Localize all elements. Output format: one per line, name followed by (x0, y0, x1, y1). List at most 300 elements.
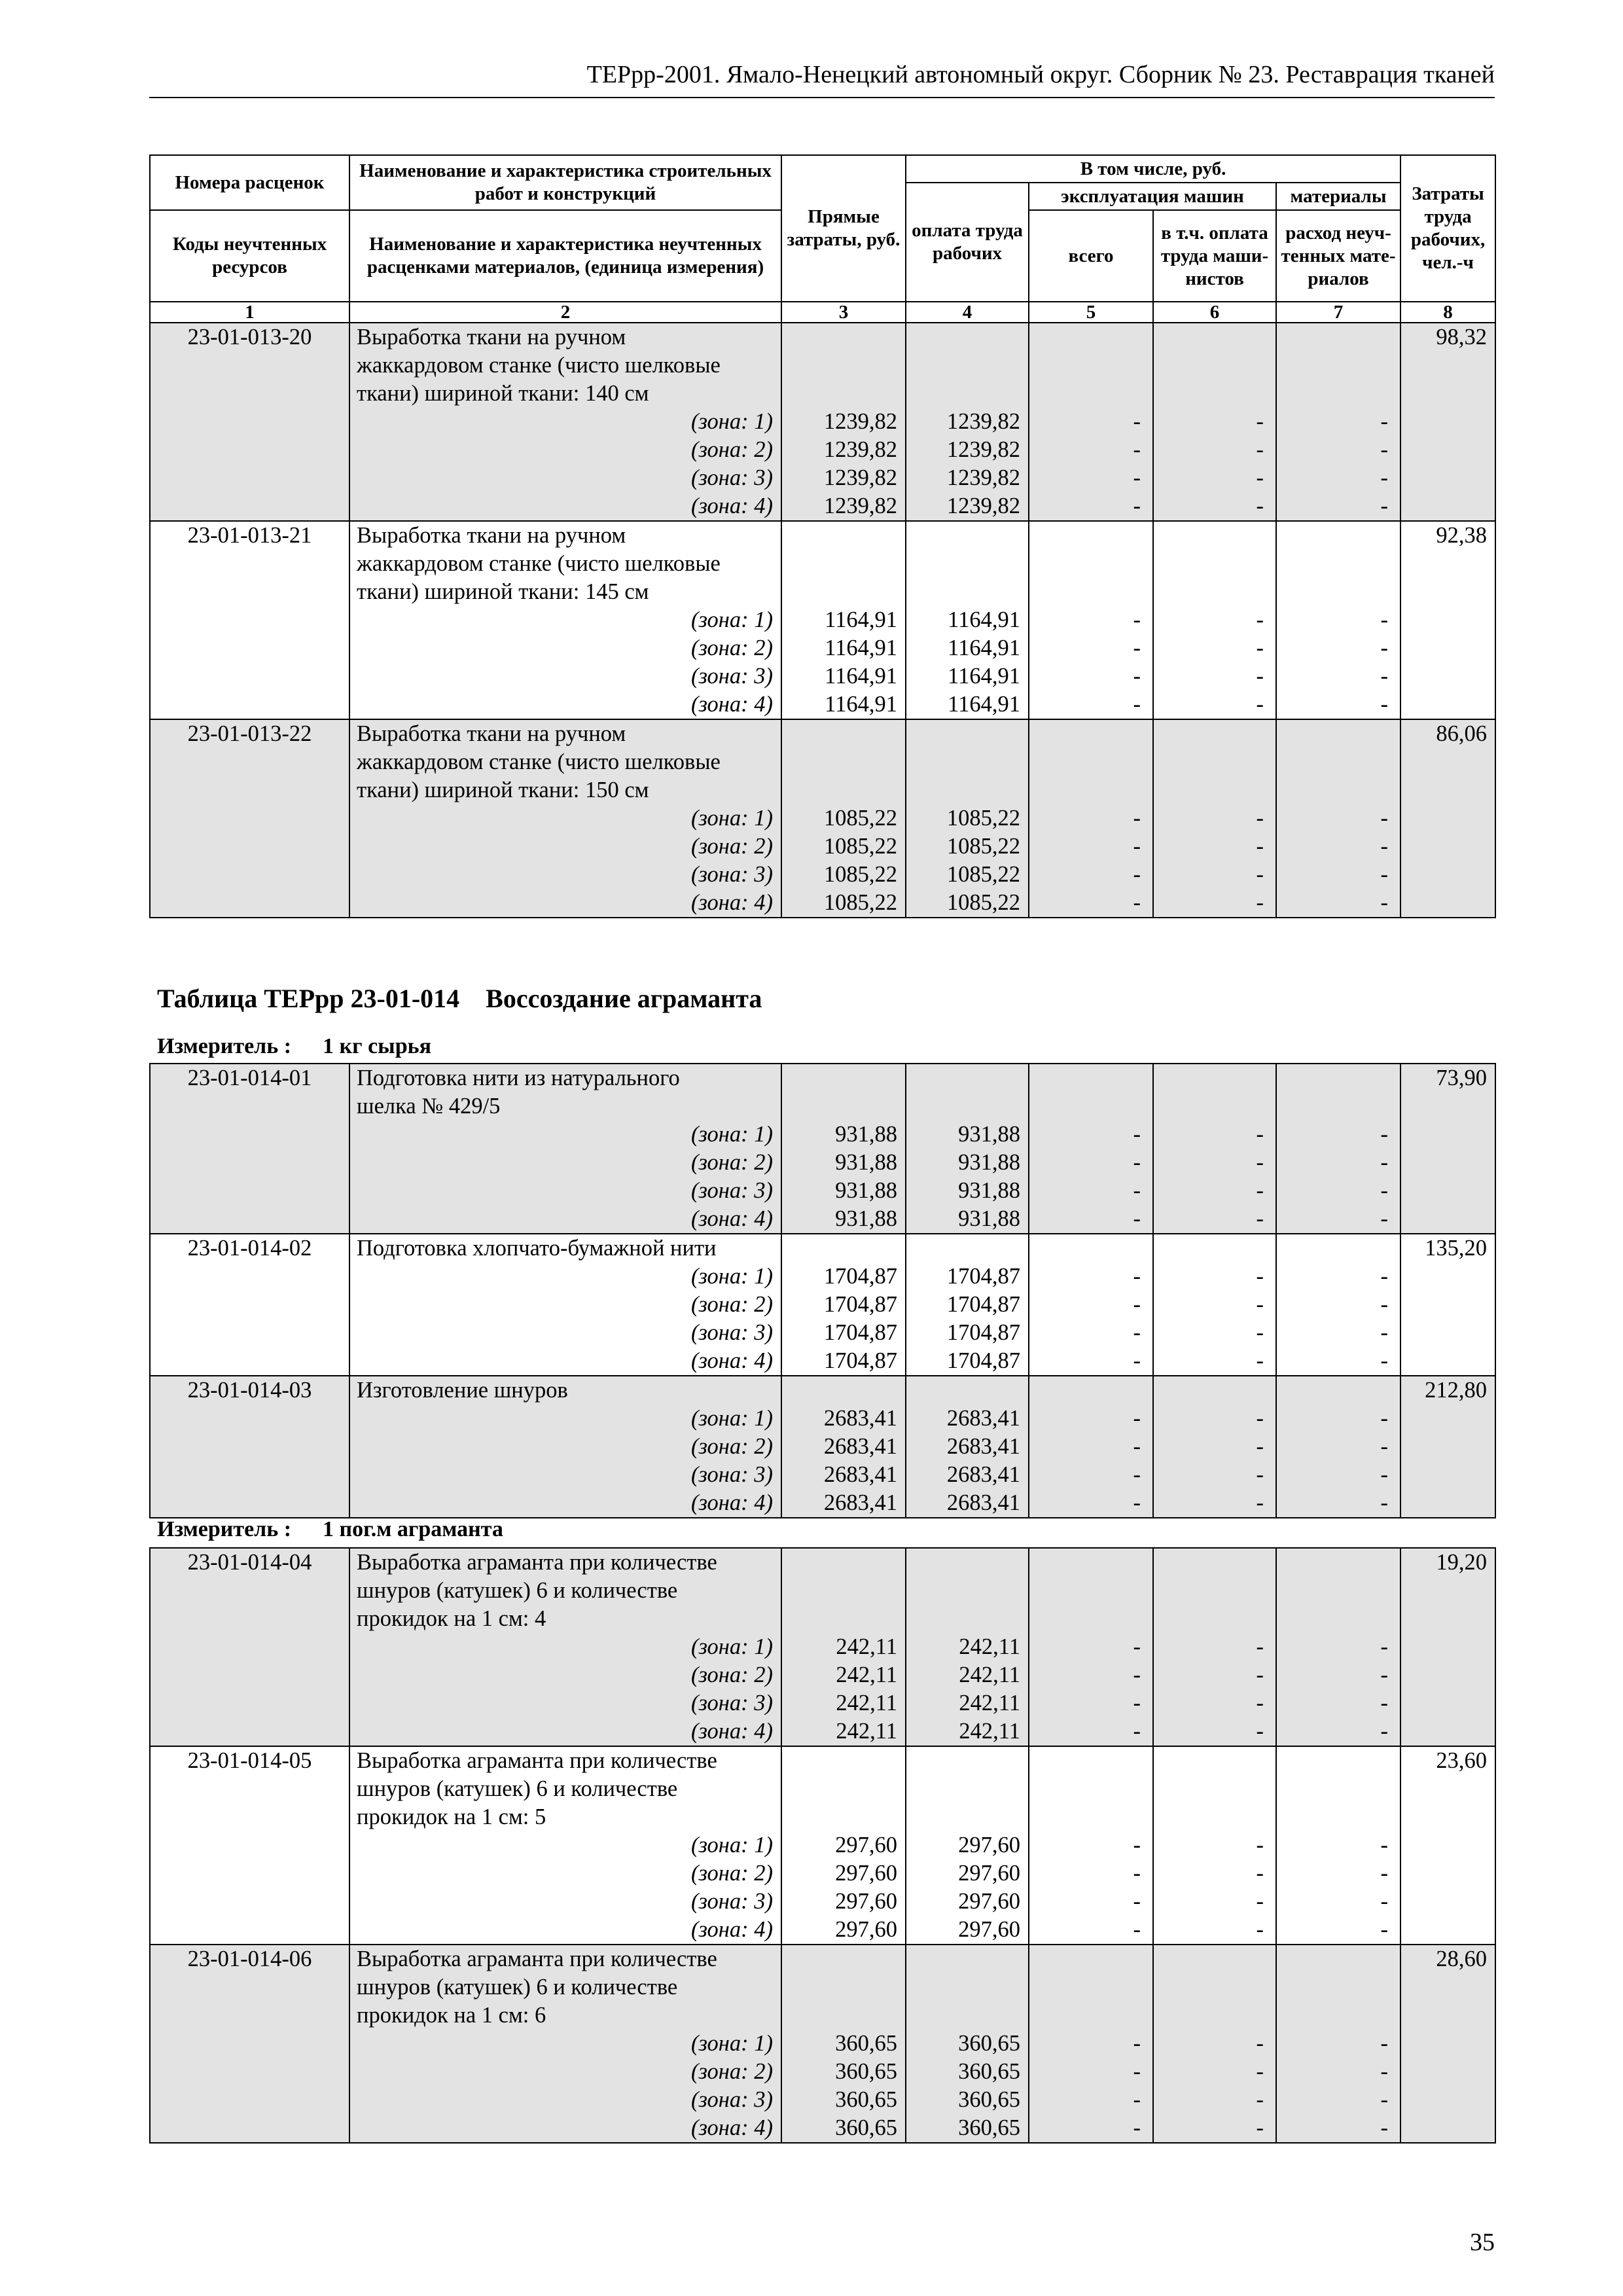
table-row (150, 1376, 1495, 1405)
empty-cell (906, 1064, 1029, 1092)
zone-row (150, 1916, 1495, 1945)
table-row (150, 1234, 1495, 1263)
empty-cell (781, 521, 906, 550)
empty-cell (781, 748, 906, 776)
empty-cell (906, 1092, 1029, 1121)
work-name: шелка № 429/5 (349, 1092, 781, 1121)
header-unaccounted: Наименование и характеристика неучтенных расценками материалов, (единица измерения) (349, 210, 781, 302)
empty-cell (1153, 351, 1276, 380)
zone-row (150, 2030, 1495, 2058)
direct-cost: 360,65 (781, 2058, 906, 2086)
header-total: всего (1029, 210, 1153, 302)
empty-cell (906, 719, 1029, 748)
empty-cell (1153, 1746, 1276, 1775)
zone-label: (зона: 4) (349, 2114, 781, 2143)
empty-cell (1400, 1433, 1495, 1461)
materials-use: - (1276, 1405, 1400, 1433)
materials-use: - (1276, 1831, 1400, 1859)
empty-cell (1029, 380, 1153, 408)
empty-cell (1400, 2058, 1495, 2086)
materials-use: - (1276, 1461, 1400, 1489)
table-row-cont (150, 550, 1495, 578)
zone-label: (зона: 3) (349, 1689, 781, 1717)
machines-total: - (1029, 804, 1153, 833)
direct-cost: 297,60 (781, 1888, 906, 1916)
direct-cost: 1239,82 (781, 464, 906, 492)
table-row-cont (150, 380, 1495, 408)
empty-cell (150, 2030, 349, 2058)
materials-use: - (1276, 1177, 1400, 1205)
zone-label: (зона: 4) (349, 1205, 781, 1234)
measure-value: 1 кг сырья (323, 1034, 431, 1058)
empty-cell (906, 550, 1029, 578)
rate-code (150, 550, 349, 578)
machinist-wage: - (1153, 634, 1276, 662)
wage-cost: 1164,91 (906, 691, 1029, 719)
machinist-wage: - (1153, 1177, 1276, 1205)
empty-cell (1029, 1064, 1153, 1092)
wage-cost: 1704,87 (906, 1319, 1029, 1347)
machines-total: - (1029, 1291, 1153, 1319)
empty-cell (1029, 719, 1153, 748)
direct-cost: 1085,22 (781, 833, 906, 861)
empty-cell (781, 776, 906, 804)
zone-label: (зона: 1) (349, 1121, 781, 1149)
empty-cell (1029, 1605, 1153, 1633)
empty-cell (781, 550, 906, 578)
rate-code (150, 351, 349, 380)
zone-row (150, 1149, 1495, 1177)
labor-cost: 92,38 (1400, 521, 1495, 550)
empty-cell (1029, 1775, 1153, 1803)
machines-total: - (1029, 408, 1153, 436)
empty-cell (1400, 1888, 1495, 1916)
zone-row (150, 662, 1495, 691)
empty-cell (1276, 1746, 1400, 1775)
empty-cell (1400, 691, 1495, 719)
machines-total: - (1029, 1319, 1153, 1347)
empty-cell (150, 1177, 349, 1205)
wage-cost: 1704,87 (906, 1347, 1029, 1376)
machinist-wage: - (1153, 2086, 1276, 2114)
machinist-wage: - (1153, 662, 1276, 691)
table-row-cont (150, 776, 1495, 804)
empty-cell (1400, 1689, 1495, 1717)
empty-cell (1276, 578, 1400, 606)
rate-code (150, 2001, 349, 2030)
empty-cell (1400, 1405, 1495, 1433)
machines-total: - (1029, 464, 1153, 492)
zone-label: (зона: 4) (349, 1717, 781, 1746)
zone-label: (зона: 3) (349, 464, 781, 492)
empty-cell (150, 1489, 349, 1518)
empty-cell (1400, 2030, 1495, 2058)
empty-cell (1400, 861, 1495, 889)
zone-label: (зона: 3) (349, 1888, 781, 1916)
empty-cell (781, 351, 906, 380)
empty-cell (1029, 1973, 1153, 2001)
machines-total: - (1029, 606, 1153, 634)
wage-cost: 931,88 (906, 1177, 1029, 1205)
work-name: прокидок на 1 см: 4 (349, 1605, 781, 1633)
running-title: ТЕРрр-2001. Ямало-Ненецкий автономный округ. Сборник № 23. Реставрация тканей (149, 60, 1495, 98)
empty-cell (1400, 1916, 1495, 1945)
wage-cost: 931,88 (906, 1121, 1029, 1149)
rate-code: 23-01-014-04 (150, 1548, 349, 1577)
zone-row (150, 634, 1495, 662)
direct-cost: 360,65 (781, 2086, 906, 2114)
empty-cell (1029, 323, 1153, 351)
direct-cost: 2683,41 (781, 1461, 906, 1489)
materials-use: - (1276, 1149, 1400, 1177)
direct-cost: 931,88 (781, 1149, 906, 1177)
rate-code (150, 578, 349, 606)
zone-label: (зона: 1) (349, 1831, 781, 1859)
materials-use: - (1276, 408, 1400, 436)
empty-cell (150, 2114, 349, 2143)
empty-cell (1400, 1859, 1495, 1888)
empty-cell (1153, 1376, 1276, 1405)
machines-total: - (1029, 861, 1153, 889)
materials-use: - (1276, 1916, 1400, 1945)
direct-cost: 931,88 (781, 1177, 906, 1205)
empty-cell (906, 1945, 1029, 1973)
machines-total: - (1029, 1461, 1153, 1489)
empty-cell (150, 1461, 349, 1489)
machines-total: - (1029, 1205, 1153, 1234)
direct-cost: 1085,22 (781, 804, 906, 833)
empty-cell (1029, 1577, 1153, 1605)
zone-row (150, 1888, 1495, 1916)
empty-cell (1400, 889, 1495, 918)
rate-code (150, 1605, 349, 1633)
empty-cell (781, 1973, 906, 2001)
machines-total: - (1029, 662, 1153, 691)
rate-code: 23-01-014-02 (150, 1234, 349, 1263)
work-name: шнуров (катушек) 6 и количестве (349, 1775, 781, 1803)
empty-cell (150, 1263, 349, 1291)
table-title (157, 983, 762, 1014)
empty-cell (906, 1548, 1029, 1577)
header-name: Наименование и характеристика строительных работ и конструкций (349, 155, 781, 210)
header-labor: Затраты труда рабочих, чел.-ч (1400, 155, 1495, 302)
machinist-wage: - (1153, 1319, 1276, 1347)
empty-cell (781, 1803, 906, 1831)
machines-total: - (1029, 2086, 1153, 2114)
wage-cost: 360,65 (906, 2086, 1029, 2114)
labor-cost (1400, 578, 1495, 606)
zone-row (150, 1347, 1495, 1376)
machinist-wage: - (1153, 1433, 1276, 1461)
empty-cell (781, 380, 906, 408)
wage-cost: 360,65 (906, 2114, 1029, 2143)
machines-total: - (1029, 1717, 1153, 1746)
table-row-cont (150, 1092, 1495, 1121)
empty-cell (781, 1234, 906, 1263)
machines-total: - (1029, 1859, 1153, 1888)
machinist-wage: - (1153, 1717, 1276, 1746)
empty-cell (906, 748, 1029, 776)
empty-cell (1276, 1973, 1400, 2001)
zone-row (150, 1717, 1495, 1746)
header-materials: материалы (1276, 183, 1400, 210)
rate-code: 23-01-013-22 (150, 719, 349, 748)
zone-row (150, 1433, 1495, 1461)
empty-cell (781, 1376, 906, 1405)
table-row-cont (150, 1577, 1495, 1605)
materials-use: - (1276, 1888, 1400, 1916)
direct-cost: 1164,91 (781, 691, 906, 719)
empty-cell (1153, 1234, 1276, 1263)
machines-total: - (1029, 1263, 1153, 1291)
price-table-013 (149, 154, 1495, 918)
labor-cost: 135,20 (1400, 1234, 1495, 1263)
table-title-name: Воссоздание аграманта (486, 984, 762, 1013)
machines-total: - (1029, 1633, 1153, 1661)
empty-cell (1400, 1319, 1495, 1347)
empty-cell (781, 1775, 906, 1803)
labor-cost: 73,90 (1400, 1064, 1495, 1092)
zone-label: (зона: 2) (349, 1661, 781, 1689)
empty-cell (1400, 833, 1495, 861)
zone-label: (зона: 1) (349, 804, 781, 833)
direct-cost: 297,60 (781, 1831, 906, 1859)
machines-total: - (1029, 2058, 1153, 2086)
direct-cost: 242,11 (781, 1717, 906, 1746)
table-row-cont (150, 2001, 1495, 2030)
wage-cost: 1085,22 (906, 861, 1029, 889)
empty-cell (1400, 408, 1495, 436)
table-row (150, 1064, 1495, 1092)
header-direct: Прямые затраты, руб. (781, 155, 906, 302)
wage-cost: 1164,91 (906, 634, 1029, 662)
zone-label: (зона: 2) (349, 634, 781, 662)
empty-cell (150, 1831, 349, 1859)
empty-cell (1153, 719, 1276, 748)
labor-cost: 28,60 (1400, 1945, 1495, 1973)
measure-label: Измеритель : (157, 1517, 292, 1541)
zone-label: (зона: 1) (349, 1405, 781, 1433)
zone-row (150, 1319, 1495, 1347)
empty-cell (1153, 550, 1276, 578)
work-name: Выработка аграманта при количестве (349, 1746, 781, 1775)
labor-cost (1400, 776, 1495, 804)
empty-cell (781, 1605, 906, 1633)
empty-cell (150, 691, 349, 719)
materials-use: - (1276, 1263, 1400, 1291)
empty-cell (1400, 1633, 1495, 1661)
table-row (150, 719, 1495, 748)
empty-cell (150, 1661, 349, 1689)
machinist-wage: - (1153, 1689, 1276, 1717)
empty-cell (1276, 550, 1400, 578)
zone-label: (зона: 4) (349, 691, 781, 719)
machinist-wage: - (1153, 1347, 1276, 1376)
direct-cost: 1085,22 (781, 861, 906, 889)
empty-cell (906, 521, 1029, 550)
labor-cost: 98,32 (1400, 323, 1495, 351)
empty-cell (1276, 521, 1400, 550)
empty-cell (906, 323, 1029, 351)
rate-code: 23-01-014-05 (150, 1746, 349, 1775)
wage-cost: 2683,41 (906, 1461, 1029, 1489)
direct-cost: 1704,87 (781, 1263, 906, 1291)
empty-cell (906, 1376, 1029, 1405)
labor-cost (1400, 1775, 1495, 1803)
rate-code (150, 1092, 349, 1121)
empty-cell (1400, 492, 1495, 521)
empty-cell (1029, 1548, 1153, 1577)
machinist-wage: - (1153, 804, 1276, 833)
machinist-wage: - (1153, 1661, 1276, 1689)
empty-cell (1400, 1489, 1495, 1518)
measure-label: Измеритель : (157, 1034, 292, 1058)
materials-use: - (1276, 2114, 1400, 2143)
wage-cost: 2683,41 (906, 1433, 1029, 1461)
rate-code (150, 1973, 349, 2001)
empty-cell (906, 1577, 1029, 1605)
labor-cost (1400, 1803, 1495, 1831)
measure-unit-2 (157, 1517, 503, 1542)
direct-cost: 2683,41 (781, 1489, 906, 1518)
empty-cell (1029, 1376, 1153, 1405)
empty-cell (781, 1945, 906, 1973)
empty-cell (1153, 776, 1276, 804)
machinist-wage: - (1153, 861, 1276, 889)
zone-row (150, 1121, 1495, 1149)
empty-cell (1153, 1945, 1276, 1973)
wage-cost: 1239,82 (906, 436, 1029, 464)
work-name: прокидок на 1 см: 6 (349, 2001, 781, 2030)
materials-use: - (1276, 1205, 1400, 1234)
direct-cost: 1704,87 (781, 1291, 906, 1319)
table-row-cont (150, 1803, 1495, 1831)
table-row-cont (150, 1605, 1495, 1633)
empty-cell (150, 408, 349, 436)
empty-cell (150, 1888, 349, 1916)
machines-total: - (1029, 1347, 1153, 1376)
materials-use: - (1276, 804, 1400, 833)
machinist-wage: - (1153, 691, 1276, 719)
machinist-wage: - (1153, 436, 1276, 464)
materials-use: - (1276, 662, 1400, 691)
empty-cell (1276, 323, 1400, 351)
empty-cell (781, 1746, 906, 1775)
work-name: Выработка ткани на ручном (349, 719, 781, 748)
materials-use: - (1276, 2058, 1400, 2086)
empty-cell (781, 578, 906, 606)
machinist-wage: - (1153, 2030, 1276, 2058)
rate-code (150, 1775, 349, 1803)
wage-cost: 242,11 (906, 1717, 1029, 1746)
work-name: ткани) шириной ткани: 140 см (349, 380, 781, 408)
empty-cell (1029, 776, 1153, 804)
zone-row (150, 1291, 1495, 1319)
zone-label: (зона: 2) (349, 833, 781, 861)
empty-cell (1276, 2001, 1400, 2030)
empty-cell (150, 634, 349, 662)
materials-use: - (1276, 1689, 1400, 1717)
wage-cost: 1704,87 (906, 1291, 1029, 1319)
zone-label: (зона: 2) (349, 436, 781, 464)
machinist-wage: - (1153, 1263, 1276, 1291)
header-incl: В том числе, руб. (906, 155, 1400, 183)
machines-total: - (1029, 889, 1153, 918)
zone-row (150, 408, 1495, 436)
direct-cost: 931,88 (781, 1121, 906, 1149)
rate-code (150, 1803, 349, 1831)
table-title-label: Таблица ТЕРрр 23-01-014 (157, 984, 460, 1013)
zone-label: (зона: 3) (349, 2086, 781, 2114)
empty-cell (1400, 2086, 1495, 2114)
empty-cell (150, 464, 349, 492)
empty-cell (1153, 521, 1276, 550)
empty-cell (1276, 351, 1400, 380)
empty-cell (1153, 380, 1276, 408)
col-num-4: 4 (906, 302, 1029, 323)
empty-cell (1400, 804, 1495, 833)
materials-use: - (1276, 833, 1400, 861)
table-row (150, 323, 1495, 351)
direct-cost: 2683,41 (781, 1405, 906, 1433)
zone-label: (зона: 2) (349, 2058, 781, 2086)
empty-cell (1400, 1461, 1495, 1489)
empty-cell (1400, 464, 1495, 492)
empty-cell (150, 2058, 349, 2086)
work-name: шнуров (катушек) 6 и количестве (349, 1577, 781, 1605)
machines-total: - (1029, 634, 1153, 662)
empty-cell (150, 1149, 349, 1177)
zone-label: (зона: 3) (349, 662, 781, 691)
machines-total: - (1029, 492, 1153, 521)
materials-use: - (1276, 2086, 1400, 2114)
labor-cost (1400, 1577, 1495, 1605)
labor-cost (1400, 1092, 1495, 1121)
zone-label: (зона: 3) (349, 1461, 781, 1489)
empty-cell (906, 578, 1029, 606)
col-num-2: 2 (349, 302, 781, 323)
zone-label: (зона: 1) (349, 1633, 781, 1661)
work-name: жаккардовом станке (чисто шелковые (349, 351, 781, 380)
header-wage: оплата труда рабочих (906, 183, 1029, 302)
empty-cell (906, 1605, 1029, 1633)
work-name: Подготовка хлопчато-бумажной нити (349, 1234, 781, 1263)
work-name: Выработка аграманта при количестве (349, 1548, 781, 1577)
empty-cell (906, 1973, 1029, 2001)
col-num-8: 8 (1400, 302, 1495, 323)
machines-total: - (1029, 1916, 1153, 1945)
direct-cost: 360,65 (781, 2030, 906, 2058)
empty-cell (1029, 1945, 1153, 1973)
work-name: жаккардовом станке (чисто шелковые (349, 748, 781, 776)
empty-cell (1400, 1205, 1495, 1234)
rate-code (150, 380, 349, 408)
direct-cost: 297,60 (781, 1859, 906, 1888)
empty-cell (1029, 351, 1153, 380)
wage-cost: 242,11 (906, 1689, 1029, 1717)
empty-cell (1276, 1376, 1400, 1405)
table-row (150, 521, 1495, 550)
wage-cost: 297,60 (906, 1916, 1029, 1945)
machinist-wage: - (1153, 2058, 1276, 2086)
empty-cell (1276, 1548, 1400, 1577)
zone-label: (зона: 4) (349, 492, 781, 521)
materials-use: - (1276, 1121, 1400, 1149)
wage-cost: 1239,82 (906, 492, 1029, 521)
direct-cost: 931,88 (781, 1205, 906, 1234)
materials-use: - (1276, 691, 1400, 719)
wage-cost: 1239,82 (906, 464, 1029, 492)
